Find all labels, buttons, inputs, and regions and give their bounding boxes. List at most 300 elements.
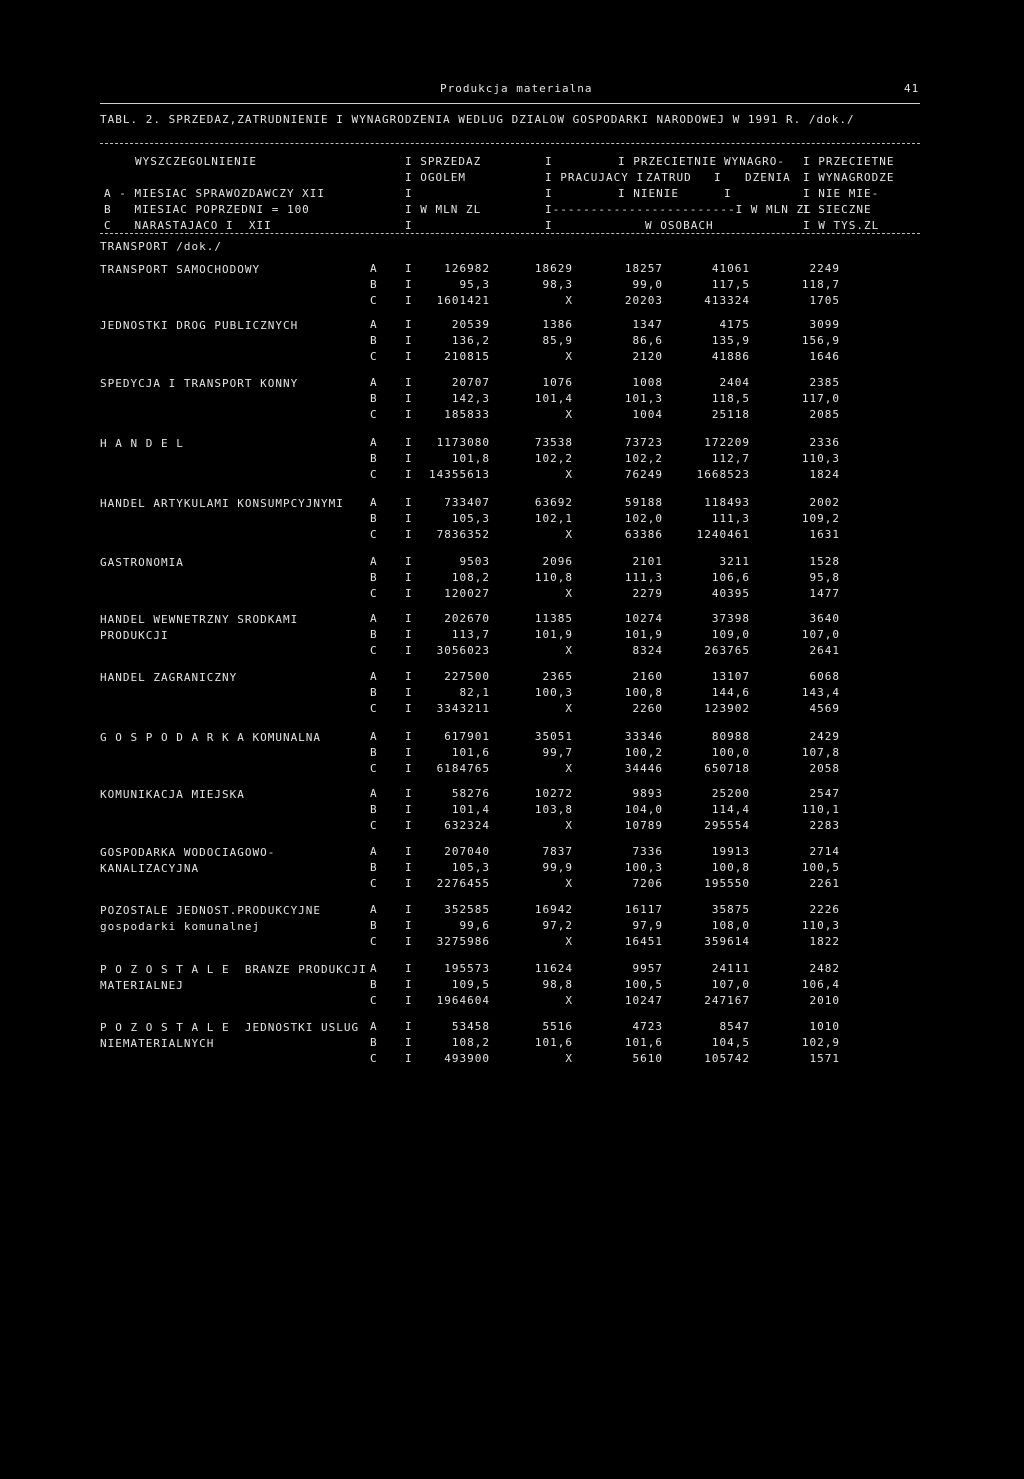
header-rule-bottom: [100, 233, 920, 234]
column-separator: I: [405, 962, 413, 975]
table-cell: 1347: [632, 318, 663, 331]
row-label: HANDEL WEWNETRZNY SRODKAMI PRODUKCJI: [100, 613, 299, 642]
table-cell: 14355613: [429, 468, 490, 481]
table-cell: 2336: [809, 436, 840, 449]
row-code: A: [370, 376, 378, 389]
table-cell: 101,3: [624, 392, 663, 405]
table-cell: 2279: [632, 587, 663, 600]
table-cell: 102,2: [624, 452, 663, 465]
table-cell: 113,7: [451, 628, 490, 641]
row-code: C: [370, 762, 378, 775]
table-cell: 2283: [809, 819, 840, 832]
table-cell: 4569: [809, 702, 840, 715]
column-separator: I: [405, 262, 413, 275]
table-cell: 207040: [444, 845, 490, 858]
row-label: P O Z O S T A L E BRANZE PRODUKCJI MATERIALNEJ: [100, 963, 367, 992]
table-cell: 41061: [711, 262, 750, 275]
row-code: A: [370, 962, 378, 975]
table-cell: 2260: [632, 702, 663, 715]
row-code: B: [370, 978, 378, 991]
table-cell: 2058: [809, 762, 840, 775]
row-code: B: [370, 571, 378, 584]
table-cell: 100,5: [801, 861, 840, 874]
column-separator: I: [405, 628, 413, 641]
table-cell: 108,2: [451, 571, 490, 584]
table-cell: 109,2: [801, 512, 840, 525]
table-cell: 2365: [542, 670, 573, 683]
table-cell: 112,7: [711, 452, 750, 465]
table-cell: 144,6: [711, 686, 750, 699]
table-caption: TABL. 2. SPRZEDAZ,ZATRUDNIENIE I WYNAGRODZENIA WEDLUG DZIALOW GOSPODARKI NARODOWEJ W 1991 R. /dok./: [100, 113, 855, 126]
table-cell: 493900: [444, 1052, 490, 1065]
table-cell: 1173080: [436, 436, 490, 449]
table-cell: 98,8: [542, 978, 573, 991]
table-cell: 142,3: [451, 392, 490, 405]
table-cell: 18257: [624, 262, 663, 275]
table-cell: X: [565, 528, 573, 541]
table-cell: 101,9: [624, 628, 663, 641]
table-cell: 650718: [704, 762, 750, 775]
table-cell: 123902: [704, 702, 750, 715]
table-cell: 97,2: [542, 919, 573, 932]
table-cell: X: [565, 294, 573, 307]
table-cell: 97,9: [632, 919, 663, 932]
table-cell: 3211: [719, 555, 750, 568]
table-cell: 100,3: [534, 686, 573, 699]
table-cell: 100,0: [711, 746, 750, 759]
row-code: C: [370, 877, 378, 890]
column-separator: I: [405, 845, 413, 858]
table-cell: 1076: [542, 376, 573, 389]
column-separator: I: [405, 468, 413, 481]
column-separator: I: [405, 512, 413, 525]
table-cell: 126982: [444, 262, 490, 275]
row-label: SPEDYCJA I TRANSPORT KONNY: [100, 377, 299, 390]
column-separator: I: [405, 702, 413, 715]
table-cell: 73723: [624, 436, 663, 449]
table-cell: 34446: [624, 762, 663, 775]
table-cell: 7336: [632, 845, 663, 858]
table-cell: 156,9: [801, 334, 840, 347]
table-cell: 136,2: [451, 334, 490, 347]
table-cell: 10274: [624, 612, 663, 625]
table-cell: 2010: [809, 994, 840, 1007]
table-cell: 7836352: [436, 528, 490, 541]
table-cell: 8547: [719, 1020, 750, 1033]
table-cell: 107,0: [801, 628, 840, 641]
row-code: C: [370, 644, 378, 657]
table-cell: 102,0: [624, 512, 663, 525]
table-cell: 110,3: [801, 919, 840, 932]
table-cell: 16451: [624, 935, 663, 948]
column-separator: I: [405, 278, 413, 291]
column-separator: I: [405, 935, 413, 948]
table-cell: 3099: [809, 318, 840, 331]
row-code: B: [370, 392, 378, 405]
table-cell: 1571: [809, 1052, 840, 1065]
table-cell: 1601421: [436, 294, 490, 307]
column-separator: I: [405, 294, 413, 307]
table-cell: 111,3: [624, 571, 663, 584]
column-separator: I: [405, 392, 413, 405]
table-cell: 86,6: [632, 334, 663, 347]
table-cell: 1824: [809, 468, 840, 481]
table-cell: 110,3: [801, 452, 840, 465]
table-cell: 210815: [444, 350, 490, 363]
document-page: Produkcja materialna 41 TABL. 2. SPRZEDAZ,ZATRUDNIENIE I WYNAGRODZENIA WEDLUG DZIALOW GOSPODARKI NARODOWEJ W 1991 R. /dok./ WYSZCZEGOLNIENIE I SPRZEDAZ I I PRZECIETNIE WYNAGRO- I PRZECIETNE I OGOLEM I PRACUJACY I ZATRUD I DZENIA I WYNAGRODZE A - MIESIAC SPRAWOZDAWCZY XII I I I NIENIE I I NIE MIE- B MIESIAC POPRZEDNI = 100 I W MLN ZL I------------------------I W MLN ZL I SIECZNE C NARASTAJACO I XII I I W OSOBACH I W TYS.ZL TRANSPORT /dok./ TRANSPORT SAMOCHODOWY A I 126982 18629 18257 41061 2249 B I 95,3 98,3 99,0 117,5 118,7 C I 1601421 X 20203 413324 1705 JEDNOSTKI DROG PUBLICZNYCH A I 20539 1386 1347 4175 3099 B I 136,2 85,9 86,6 135,9 156,9 C I 210815 X 2120 41886 1646 SPEDYCJA I TRANSPORT KONNY A I 20707 1076 1008 2404 2385 B I 142,3 101,4 101,3 118,5 117,0 C I 185833 X 1004 25118 2085 H A N D E L A I 1173080 73538 73723 172209 2336 B I 101,8 102,2 102,2 112,7 110,3 C I 14355613 X 76249 1668523 1824 HANDEL ARTYKULAMI KONSUMPCYJNYMI A I 733407 63692 59188 118493 2002 B I 105,3 102,1 102,0 111,3 109,2 C I 7836352 X 63386 1240461 1631 GASTRONOMIA A I 9503 2096 2101 3211 1528 B I 108,2 110,8 111,3 106,6 95,8 C I 120027 X 2279 40395 1477 HANDEL WEWNETRZNY SRODKAMI PRODUKCJI A I 202670 11385 10274 37398 3640 B I 113,7 101,9 101,9 109,0 107,0 C I 3056023 X 8324 263765 2641 HANDEL ZAGRANICZNY A I 227500 2365 2160 13107 6068 B I 82,1 100,3 100,8 144,6 143,4 C I 3343211 X 2260 123902 4569 G O S P O D A R K A KOMUNALNA A I 617901 35051 33346 80988 2429 B I 101,6 99,7 100,2 100,0 107,8 C I 6184765 X 34446 650718 2058 KOMUNIKACJA MIEJSKA A I 58276 10272 9893 25200 2547 B I 101,4 103,8 104,0 114,4 110,1 C I 632324 X 10789 295554 2283 GOSPODARKA WODOCIAGOWO- KANALIZACYJNA A I 207040 7837 7336 19913 2714 B I 105,3 99,9 100,3 100,8 100,5 C I 2276455 X 7206 195550 2261 POZOSTALE JEDNOST.PRODUKCYJNE gospodarki komunalnej A I 352585 16942 16117 35875 2226 B I 99,6 97,2 97,9 108,0 110,3 C I 3275986 X 16451 359614 1822 P O Z O S T A L E BRANZE PRODUKCJI MATERIALNEJ A I 195573 11624 9957 24111 2482 B I 109,5 98,8 100,5 107,0 106,4 C I 1964604 X 10247 247167 2010 P O Z O S T A L E JEDNOSTKI USLUG NIEMATERIALNYCH A I 53458 5516 4723 8547 1010 B I 108,2 101,6 101,6 104,5 102,9 C I 493900 X 5610 105742 1571: [100, 82, 920, 1065]
header-rule: [100, 103, 920, 104]
table-cell: 33346: [624, 730, 663, 743]
table-cell: 41886: [711, 350, 750, 363]
table-cell: 6184765: [436, 762, 490, 775]
table-cell: 2276455: [436, 877, 490, 890]
table-cell: 195550: [704, 877, 750, 890]
table-cell: 104,0: [624, 803, 663, 816]
table-cell: 20203: [624, 294, 663, 307]
table-cell: 101,4: [534, 392, 573, 405]
table-cell: 1705: [809, 294, 840, 307]
table-cell: 1631: [809, 528, 840, 541]
table-cell: 101,6: [624, 1036, 663, 1049]
table-cell: 108,2: [451, 1036, 490, 1049]
column-separator: I: [405, 978, 413, 991]
table-cell: 102,1: [534, 512, 573, 525]
table-cell: X: [565, 1052, 573, 1065]
column-separator: I: [405, 994, 413, 1007]
column-separator: I: [405, 746, 413, 759]
table-cell: 111,3: [711, 512, 750, 525]
table-cell: 117,0: [801, 392, 840, 405]
table-cell: 19913: [711, 845, 750, 858]
table-cell: 59188: [624, 496, 663, 509]
table-cell: 40395: [711, 587, 750, 600]
table-cell: 3056023: [436, 644, 490, 657]
table-cell: 3343211: [436, 702, 490, 715]
table-cell: 6068: [809, 670, 840, 683]
table-cell: 101,9: [534, 628, 573, 641]
table-cell: 37398: [711, 612, 750, 625]
row-label: GASTRONOMIA: [100, 556, 184, 569]
table-cell: 143,4: [801, 686, 840, 699]
table-cell: 109,0: [711, 628, 750, 641]
row-label: GOSPODARKA WODOCIAGOWO- KANALIZACYJNA: [100, 846, 276, 875]
row-code: A: [370, 262, 378, 275]
table-cell: 1528: [809, 555, 840, 568]
running-header-title: Produkcja materialna: [440, 82, 593, 95]
column-separator: I: [405, 452, 413, 465]
table-cell: 117,5: [711, 278, 750, 291]
table-cell: 1822: [809, 935, 840, 948]
table-cell: 413324: [704, 294, 750, 307]
column-separator: I: [405, 587, 413, 600]
row-code: C: [370, 1052, 378, 1065]
table-cell: X: [565, 702, 573, 715]
table-cell: 108,0: [711, 919, 750, 932]
page-number: 41: [904, 82, 920, 95]
table-cell: 95,8: [809, 571, 840, 584]
table-cell: 101,6: [534, 1036, 573, 1049]
table-cell: 617901: [444, 730, 490, 743]
table-cell: 63692: [534, 496, 573, 509]
column-separator: I: [405, 670, 413, 683]
table-cell: 5516: [542, 1020, 573, 1033]
row-label: H A N D E L: [100, 437, 184, 450]
row-code: A: [370, 903, 378, 916]
table-cell: 110,8: [534, 571, 573, 584]
table-cell: 4723: [632, 1020, 663, 1033]
table-cell: 25118: [711, 408, 750, 421]
table-cell: X: [565, 408, 573, 421]
column-separator: I: [405, 819, 413, 832]
row-code: B: [370, 1036, 378, 1049]
column-separator: I: [405, 861, 413, 874]
column-separator: I: [405, 730, 413, 743]
table-cell: 359614: [704, 935, 750, 948]
table-cell: 2249: [809, 262, 840, 275]
table-cell: 16117: [624, 903, 663, 916]
table-cell: 1240461: [696, 528, 750, 541]
column-separator: I: [405, 612, 413, 625]
table-cell: 1668523: [696, 468, 750, 481]
row-code: C: [370, 702, 378, 715]
row-code: A: [370, 612, 378, 625]
column-separator: I: [405, 787, 413, 800]
table-cell: 1004: [632, 408, 663, 421]
row-code: A: [370, 1020, 378, 1033]
row-code: B: [370, 628, 378, 641]
table-cell: 2261: [809, 877, 840, 890]
column-separator: I: [405, 1020, 413, 1033]
table-cell: 24111: [711, 962, 750, 975]
table-cell: 20539: [451, 318, 490, 331]
table-cell: 195573: [444, 962, 490, 975]
table-cell: 247167: [704, 994, 750, 1007]
table-cell: 118,5: [711, 392, 750, 405]
table-cell: 99,9: [542, 861, 573, 874]
table-cell: 9893: [632, 787, 663, 800]
table-cell: 100,8: [711, 861, 750, 874]
table-cell: X: [565, 877, 573, 890]
table-cell: 2226: [809, 903, 840, 916]
row-label: JEDNOSTKI DROG PUBLICZNYCH: [100, 319, 299, 332]
table-cell: X: [565, 935, 573, 948]
table-cell: 2404: [719, 376, 750, 389]
column-separator: I: [405, 644, 413, 657]
table-cell: X: [565, 587, 573, 600]
table-cell: 1477: [809, 587, 840, 600]
table-cell: 110,1: [801, 803, 840, 816]
row-code: A: [370, 845, 378, 858]
table-cell: 632324: [444, 819, 490, 832]
column-separator: I: [405, 1036, 413, 1049]
row-code: C: [370, 994, 378, 1007]
column-separator: I: [405, 555, 413, 568]
table-cell: 7206: [632, 877, 663, 890]
table-cell: 120027: [444, 587, 490, 600]
table-cell: 2429: [809, 730, 840, 743]
table-cell: 100,8: [624, 686, 663, 699]
table-cell: 2085: [809, 408, 840, 421]
row-label: HANDEL ZAGRANICZNY: [100, 671, 238, 684]
table-cell: 185833: [444, 408, 490, 421]
column-separator: I: [405, 571, 413, 584]
table-cell: 2385: [809, 376, 840, 389]
column-separator: I: [405, 903, 413, 916]
column-separator: I: [405, 803, 413, 816]
table-cell: 2101: [632, 555, 663, 568]
table-cell: 135,9: [711, 334, 750, 347]
table-cell: 106,4: [801, 978, 840, 991]
table-cell: 100,3: [624, 861, 663, 874]
table-cell: 172209: [704, 436, 750, 449]
table-cell: 114,4: [711, 803, 750, 816]
column-separator: I: [405, 762, 413, 775]
row-code: A: [370, 318, 378, 331]
row-label: P O Z O S T A L E JEDNOSTKI USLUG NIEMATERIALNYCH: [100, 1021, 360, 1050]
row-code: B: [370, 334, 378, 347]
row-code: B: [370, 919, 378, 932]
table-cell: 295554: [704, 819, 750, 832]
table-cell: 13107: [711, 670, 750, 683]
row-label: KOMUNIKACJA MIEJSKA: [100, 788, 245, 801]
table-cell: 20707: [451, 376, 490, 389]
table-cell: 95,3: [459, 278, 490, 291]
table-cell: 58276: [451, 787, 490, 800]
table-cell: 9957: [632, 962, 663, 975]
table-cell: 105,3: [451, 512, 490, 525]
table-cell: 73538: [534, 436, 573, 449]
table-cell: 3640: [809, 612, 840, 625]
table-cell: X: [565, 644, 573, 657]
table-cell: 5610: [632, 1052, 663, 1065]
row-code: C: [370, 935, 378, 948]
table-cell: 118493: [704, 496, 750, 509]
table-cell: 80988: [711, 730, 750, 743]
row-label: G O S P O D A R K A KOMUNALNA: [100, 731, 322, 744]
row-code: C: [370, 350, 378, 363]
table-cell: 16942: [534, 903, 573, 916]
column-separator: I: [405, 334, 413, 347]
column-separator: I: [405, 318, 413, 331]
table-cell: 2547: [809, 787, 840, 800]
column-separator: I: [405, 376, 413, 389]
table-cell: 99,7: [542, 746, 573, 759]
table-cell: 35051: [534, 730, 573, 743]
table-cell: 63386: [624, 528, 663, 541]
table-cell: 2096: [542, 555, 573, 568]
table-cell: 10272: [534, 787, 573, 800]
table-cell: X: [565, 468, 573, 481]
table-cell: 352585: [444, 903, 490, 916]
table-cell: 9503: [459, 555, 490, 568]
table-cell: 18629: [534, 262, 573, 275]
row-code: B: [370, 512, 378, 525]
table-cell: 11624: [534, 962, 573, 975]
table-cell: 10247: [624, 994, 663, 1007]
table-cell: 733407: [444, 496, 490, 509]
row-code: B: [370, 746, 378, 759]
column-separator: I: [405, 1052, 413, 1065]
table-cell: 109,5: [451, 978, 490, 991]
table-cell: 1008: [632, 376, 663, 389]
table-cell: 102,2: [534, 452, 573, 465]
table-cell: 100,2: [624, 746, 663, 759]
column-separator: I: [405, 496, 413, 509]
table-cell: 1386: [542, 318, 573, 331]
row-code: B: [370, 686, 378, 699]
table-cell: 118,7: [801, 278, 840, 291]
section-label: TRANSPORT /dok./: [100, 240, 222, 253]
table-cell: 76249: [624, 468, 663, 481]
row-code: C: [370, 468, 378, 481]
table-cell: 103,8: [534, 803, 573, 816]
table-cell: 4175: [719, 318, 750, 331]
table-cell: 2641: [809, 644, 840, 657]
table-cell: 101,4: [451, 803, 490, 816]
table-cell: 1646: [809, 350, 840, 363]
table-cell: 104,5: [711, 1036, 750, 1049]
table-cell: 263765: [704, 644, 750, 657]
row-code: C: [370, 587, 378, 600]
table-cell: 82,1: [459, 686, 490, 699]
row-code: C: [370, 294, 378, 307]
row-label: TRANSPORT SAMOCHODOWY: [100, 263, 261, 276]
row-code: A: [370, 436, 378, 449]
table-cell: 35875: [711, 903, 750, 916]
table-cell: 25200: [711, 787, 750, 800]
row-code: A: [370, 670, 378, 683]
column-separator: I: [405, 528, 413, 541]
row-code: B: [370, 452, 378, 465]
table-cell: 98,3: [542, 278, 573, 291]
row-code: B: [370, 803, 378, 816]
table-cell: 107,0: [711, 978, 750, 991]
row-code: A: [370, 496, 378, 509]
table-cell: 101,6: [451, 746, 490, 759]
row-code: A: [370, 555, 378, 568]
table-cell: 100,5: [624, 978, 663, 991]
table-cell: 11385: [534, 612, 573, 625]
column-separator: I: [405, 877, 413, 890]
header-rule-top: [100, 143, 920, 144]
table-cell: 101,8: [451, 452, 490, 465]
column-separator: I: [405, 408, 413, 421]
table-cell: 85,9: [542, 334, 573, 347]
table-cell: X: [565, 994, 573, 1007]
row-code: C: [370, 819, 378, 832]
row-label: HANDEL ARTYKULAMI KONSUMPCYJNYMI: [100, 497, 344, 510]
row-code: C: [370, 408, 378, 421]
row-code: B: [370, 278, 378, 291]
table-cell: 2120: [632, 350, 663, 363]
table-cell: 2002: [809, 496, 840, 509]
table-cell: 2160: [632, 670, 663, 683]
row-code: C: [370, 528, 378, 541]
column-separator: I: [405, 436, 413, 449]
table-cell: 202670: [444, 612, 490, 625]
column-separator: I: [405, 350, 413, 363]
table-cell: 105742: [704, 1052, 750, 1065]
table-cell: 1010: [809, 1020, 840, 1033]
table-cell: 2714: [809, 845, 840, 858]
row-label: POZOSTALE JEDNOST.PRODUKCYJNE gospodarki komunalnej: [100, 904, 322, 933]
row-code: A: [370, 730, 378, 743]
table-cell: 106,6: [711, 571, 750, 584]
table-cell: X: [565, 762, 573, 775]
table-cell: 107,8: [801, 746, 840, 759]
row-code: B: [370, 861, 378, 874]
table-cell: 2482: [809, 962, 840, 975]
